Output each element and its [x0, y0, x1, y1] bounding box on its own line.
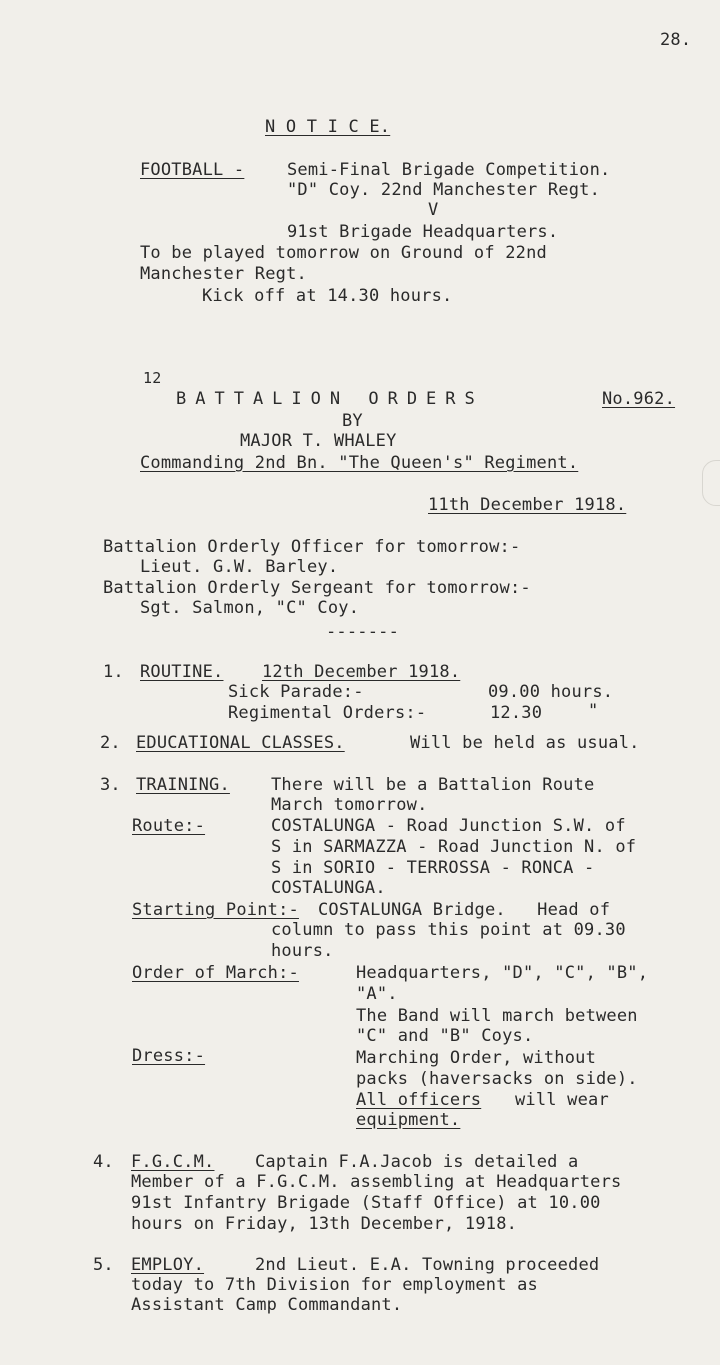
orders-title: BATTALION ORDERS: [176, 389, 484, 409]
notice-heading: N O T I C E.: [265, 117, 391, 137]
route-line-1: COSTALUNGA - Road Junction S.W. of: [271, 816, 626, 836]
item-4-number: 4.: [93, 1152, 114, 1172]
margin-number: 12: [143, 369, 162, 387]
notice-line-6: Kick off at 14.30 hours.: [202, 286, 453, 306]
dress-line-1: Marching Order, without: [356, 1048, 597, 1068]
item-2-text: Will be held as usual.: [410, 733, 640, 753]
order-of-march-label: Order of March:-: [132, 963, 299, 983]
notice-line-2: "D" Coy. 22nd Manchester Regt.: [287, 180, 601, 200]
sick-parade-label: Sick Parade:-: [228, 682, 364, 702]
employ-text-1: 2nd Lieut. E.A. Towning proceeded: [255, 1255, 600, 1275]
punch-hole-mark: [702, 460, 720, 506]
duty-line-3: Battalion Orderly Sergeant for tomorrow:-: [103, 578, 531, 598]
notice-line-1: Semi-Final Brigade Competition.: [287, 160, 611, 180]
item-3-heading: TRAINING.: [136, 775, 230, 795]
route-line-4: COSTALUNGA.: [271, 878, 386, 898]
fgcm-text-3: 91st Infantry Brigade (Staff Office) at 10.00: [131, 1193, 601, 1213]
order-of-march-1: Headquarters, "D", "C", "B",: [356, 963, 649, 983]
starting-point-label: Starting Point:-: [132, 900, 299, 920]
route-line-2: S in SARMAZZA - Road Junction N. of: [271, 837, 637, 857]
fgcm-text-4: hours on Friday, 13th December, 1918.: [131, 1214, 518, 1234]
item-5-heading: EMPLOY.: [131, 1255, 205, 1275]
page-number: 28.: [660, 30, 692, 50]
orders-by: BY: [342, 411, 363, 431]
item-1-date: 12th December 1918.: [262, 662, 461, 682]
notice-versus: V: [428, 200, 439, 220]
starting-point-3: hours.: [271, 941, 334, 961]
dress-line-3-rest: will wear: [515, 1090, 609, 1110]
duty-line-4: Sgt. Salmon, "C" Coy.: [140, 598, 360, 618]
orders-command: Commanding 2nd Bn. "The Queen's" Regiment.: [140, 453, 579, 473]
order-of-march-3: The Band will march between: [356, 1006, 638, 1026]
employ-text-3: Assistant Camp Commandant.: [131, 1295, 403, 1315]
dress-line-4: equipment.: [356, 1110, 461, 1130]
football-label: FOOTBALL -: [140, 160, 245, 180]
starting-point-1: COSTALUNGA Bridge. Head of: [318, 900, 611, 920]
training-text-2: March tomorrow.: [271, 795, 428, 815]
orders-date: 11th December 1918.: [428, 495, 627, 515]
item-4-heading: F.G.C.M.: [131, 1152, 215, 1172]
notice-line-4: To be played tomorrow on Ground of 22nd: [140, 243, 547, 263]
route-label: Route:-: [132, 816, 206, 836]
orders-officer: MAJOR T. WHALEY: [240, 431, 397, 451]
dress-label: Dress:-: [132, 1046, 206, 1066]
fgcm-text-2: Member of a F.G.C.M. assembling at Headquarters: [131, 1172, 622, 1192]
dress-line-2: packs (haversacks on side).: [356, 1069, 638, 1089]
order-of-march-2: "A".: [356, 984, 398, 1004]
item-5-number: 5.: [93, 1255, 114, 1275]
fgcm-text-1: Captain F.A.Jacob is detailed a: [255, 1152, 579, 1172]
item-2-number: 2.: [100, 733, 121, 753]
regimental-orders-label: Regimental Orders:-: [228, 703, 427, 723]
sick-parade-time: 09.00 hours.: [488, 682, 614, 702]
order-of-march-4: "C" and "B" Coys.: [356, 1026, 534, 1046]
route-line-3: S in SORIO - TERROSSA - RONCA -: [271, 858, 595, 878]
notice-line-3: 91st Brigade Headquarters.: [287, 222, 559, 242]
starting-point-2: column to pass this point at 09.30: [271, 920, 626, 940]
item-3-number: 3.: [100, 775, 121, 795]
employ-text-2: today to 7th Division for employment as: [131, 1275, 538, 1295]
training-text-1: There will be a Battalion Route: [271, 775, 595, 795]
item-1-number: 1.: [103, 662, 124, 682]
orders-number: No.962.: [602, 389, 676, 409]
duty-line-2: Lieut. G.W. Barley.: [140, 557, 339, 577]
ditto-mark: ": [588, 701, 599, 721]
item-2-heading: EDUCATIONAL CLASSES.: [136, 733, 345, 753]
item-1-heading: ROUTINE.: [140, 662, 224, 682]
duty-line-1: Battalion Orderly Officer for tomorrow:-: [103, 537, 521, 557]
dress-line-3-emphasis: All officers: [356, 1090, 482, 1110]
divider: -------: [326, 622, 400, 642]
regimental-orders-time: 12.30: [490, 703, 543, 723]
notice-line-5: Manchester Regt.: [140, 264, 307, 284]
